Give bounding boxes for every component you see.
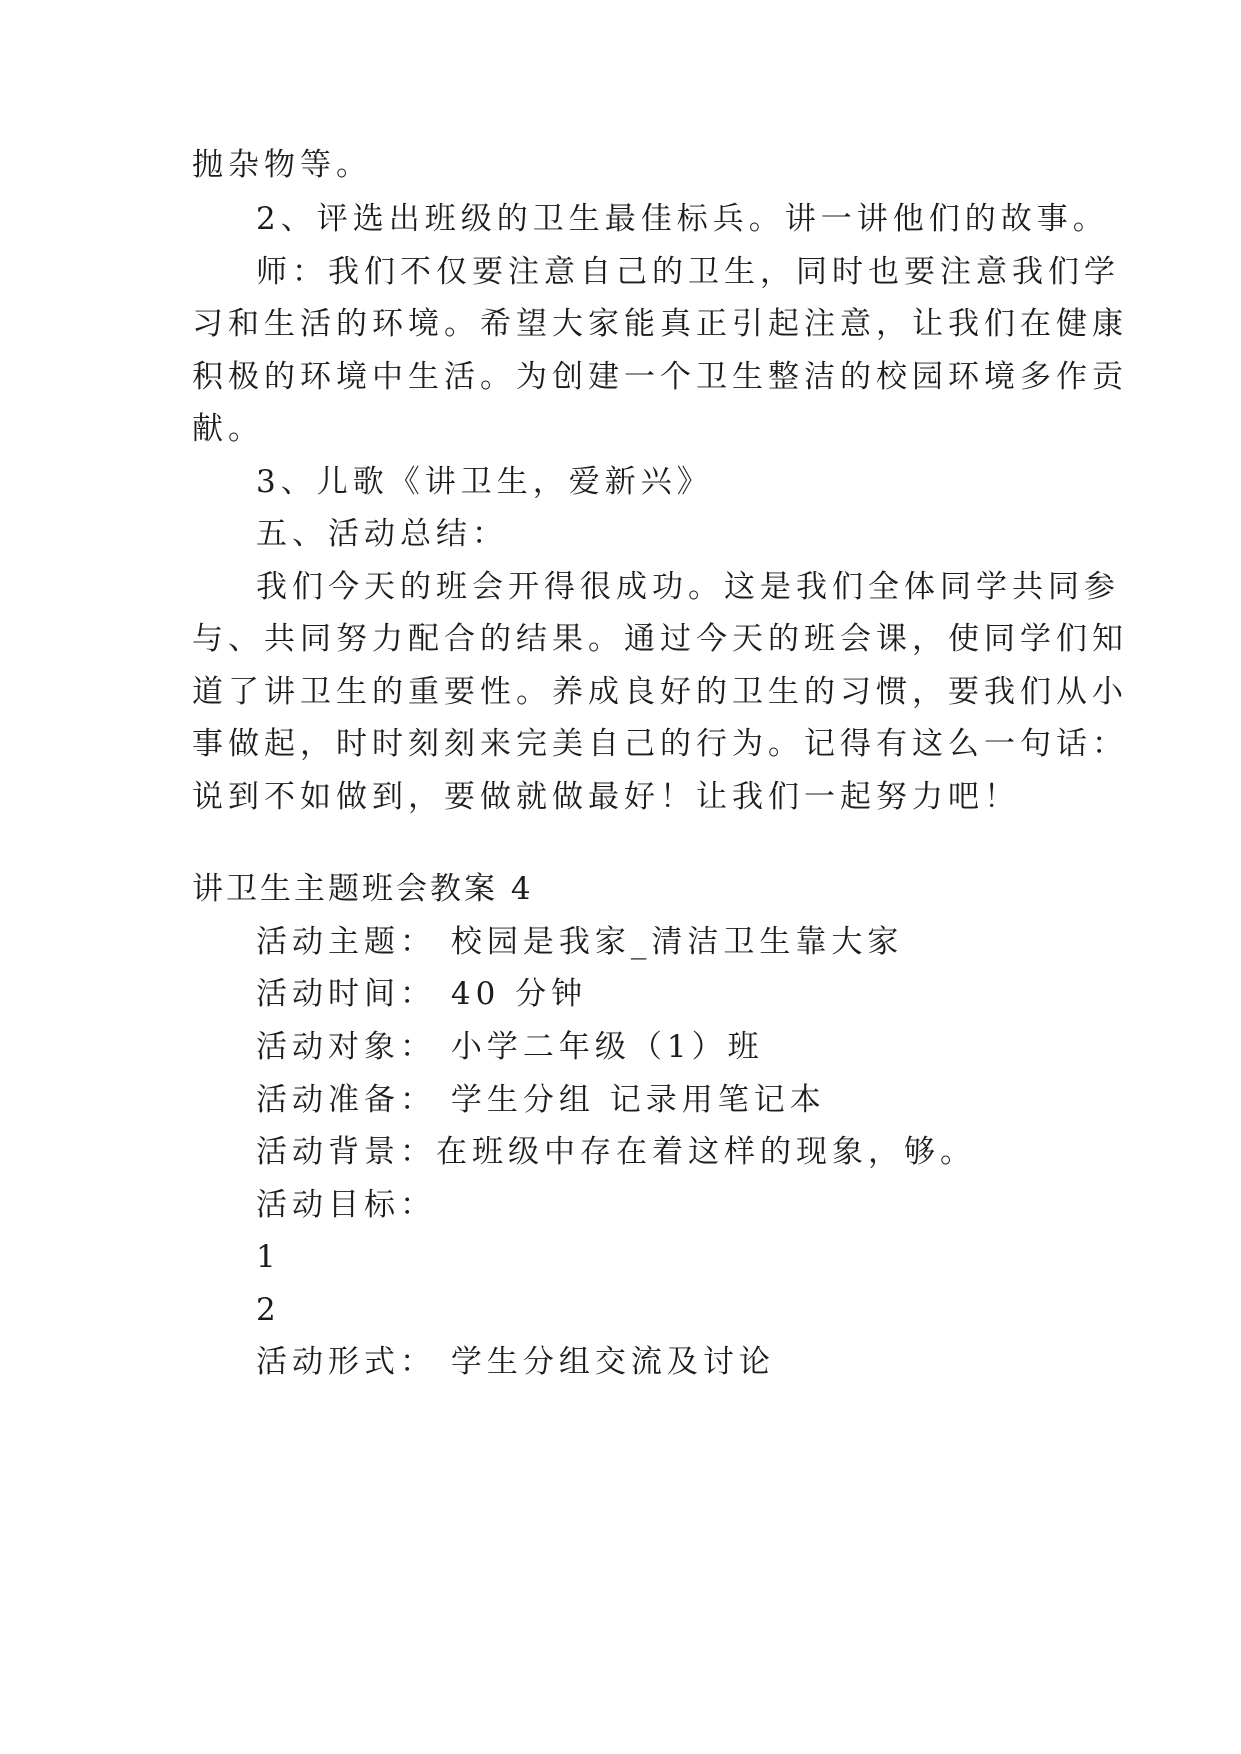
detail-line: 活动时间： 40 分钟	[256, 976, 588, 1012]
paragraph-line: 说到不如做到，要做就做最好！让我们一起努力吧！	[192, 779, 1020, 815]
paragraph-line: 五、活动总结：	[256, 516, 508, 552]
paragraph-line: 与、共同努力配合的结果。通过今天的班会课，使同学们知	[192, 621, 1128, 657]
paragraph-line: 我们今天的班会开得很成功。这是我们全体同学共同参	[256, 569, 1120, 605]
detail-line: 活动形式： 学生分组交流及讨论	[256, 1344, 775, 1380]
paragraph-line: 3、儿歌《讲卫生，爱新兴》	[256, 464, 713, 500]
paragraph-line: 道了讲卫生的重要性。养成良好的卫生的习惯，要我们从小	[192, 674, 1128, 710]
paragraph-line: 师：我们不仅要注意自己的卫生，同时也要注意我们学	[256, 254, 1120, 290]
detail-line: 1	[256, 1239, 281, 1275]
paragraph-line: 习和生活的环境。希望大家能真正引起注意，让我们在健康	[192, 306, 1128, 342]
paragraph-line: 抛杂物等。	[192, 147, 372, 183]
paragraph-line: 积极的环境中生活。为创建一个卫生整洁的校园环境多作贡	[192, 359, 1128, 395]
paragraph-line: 献。	[192, 411, 264, 447]
detail-line: 活动主题： 校园是我家_清洁卫生靠大家	[256, 924, 904, 960]
detail-line: 活动对象： 小学二年级（1）班	[256, 1029, 764, 1065]
paragraph-line: 事做起，时时刻刻来完美自己的行为。记得有这么一句话：	[192, 726, 1128, 762]
paragraph-line: 2、评选出班级的卫生最佳标兵。讲一讲他们的故事。	[256, 201, 1109, 237]
section-title: 讲卫生主题班会教案 4	[192, 871, 534, 907]
detail-line: 2	[256, 1292, 281, 1328]
detail-line: 活动准备： 学生分组 记录用笔记本	[256, 1082, 826, 1118]
detail-line: 活动目标：	[256, 1187, 436, 1223]
detail-line: 活动背景：在班级中存在着这样的现象，够。	[256, 1134, 976, 1170]
